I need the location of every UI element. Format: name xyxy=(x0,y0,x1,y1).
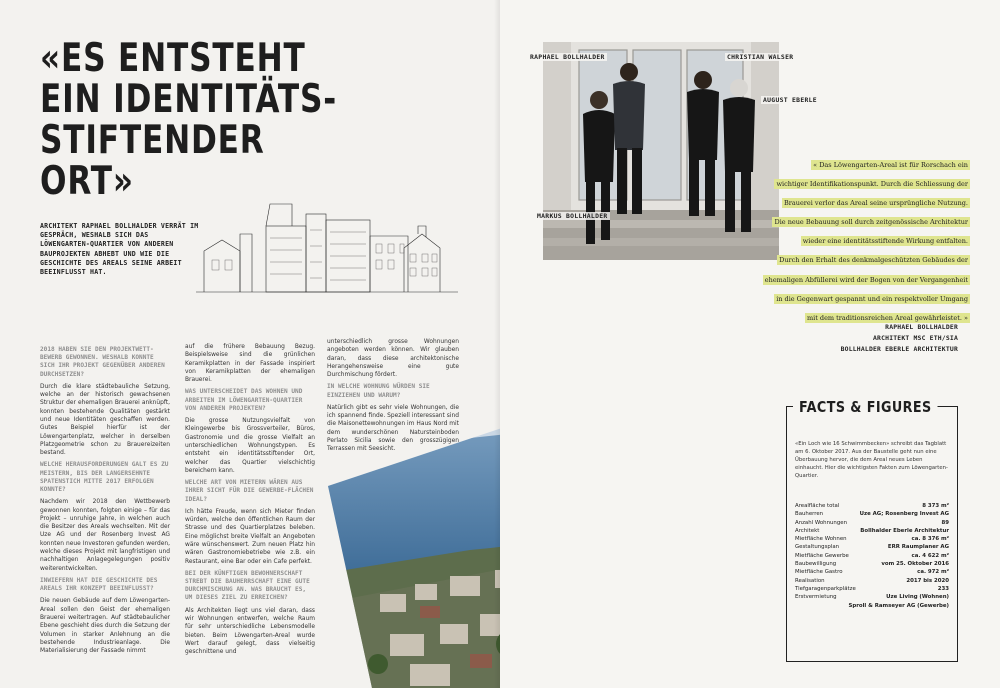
quote-line: mit dem traditionsreichen Areal gewährleistet. » xyxy=(806,313,968,322)
fact-key: Baubewilligung xyxy=(795,561,837,568)
interview-answer: unterschiedlich grosse Wohnungen angeboten werden können. Wir glauben daran, dass diese architektonische Herangehensweise eine gute Durchmischung fördert. xyxy=(327,339,459,379)
fact-key: Realisation xyxy=(795,577,825,584)
headline-line: «ES ENTSTEHT xyxy=(40,36,306,81)
interview-question: WAS UNTERSCHEIDET DAS WOHNEN UND ARBEITEN IM LÖWENGARTEN-QUARTIER VON ANDEREN PROJEKTEN? xyxy=(185,388,303,412)
interview-answer: Ich hätte Freude, wenn sich Mieter finden würden, welche den öffentlichen Raum der Strasse und des Quartierplatzes beleben. Eine möglichst breite Vielfalt an Angeboten wäre wünschenswert. Zum neuen Platz hin wären Gastronomiebetriebe wie z.B. ein Restaurant, eine Bar oder ein Cafe perfekt. xyxy=(185,508,315,565)
photo-name-tag: AUGUST EBERLE xyxy=(763,96,817,104)
fact-value: ERR Raumplaner AG xyxy=(887,544,949,551)
quote-line: in die Gegenwart gespannt und ein respektvoller Umgang xyxy=(776,294,968,303)
fact-row xyxy=(795,519,949,527)
author-title: ARCHITEKT MSC ETH/SIA xyxy=(873,334,958,342)
fact-value: 2017 bis 2020 xyxy=(906,577,949,584)
fact-value: ca. 8 376 m² xyxy=(911,536,949,543)
interview-question: BEI DER KÜNFTIGEN BEWOHNERSCHAFT STREBT DIE BAUHERRSCHAFT EINE GUTE DURCHMISCHUNG AN. WAS BRAUCHT ES, UM DIESES ZIEL ZU ERREICHEN? xyxy=(185,569,310,602)
fact-key: Erstvermietung xyxy=(795,594,837,601)
facts-intro: «Ein Loch wie 16 Schwimmbecken» schreibt das Tagblatt am 6. Oktober 2017. Aus der Baustelle geht nun eine Überbauung hervor, die dem Areal neues Leben einhaucht. Hier die wichtigsten Fakten zum Löwengarten-Quartier. xyxy=(795,441,948,480)
fact-key: Mietfläche Wohnen xyxy=(795,536,847,543)
interview-question: IN WELCHE WOHNUNG WÜRDEN SIE EINZIEHEN UND WARUM? xyxy=(327,383,430,399)
fact-row xyxy=(795,585,949,593)
fact-value: 8 373 m² xyxy=(922,503,949,509)
headline xyxy=(40,36,338,204)
fact-value: vom 25. Oktober 2016 xyxy=(881,561,949,568)
architects-team-photo xyxy=(543,42,779,260)
facts-table xyxy=(795,502,949,610)
pull-quote xyxy=(762,156,970,328)
interview-answer: Die neuen Gebäude auf dem Löwengarten-Areal sollen den Geist der ehemaligen Brauerei weitertragen. Auf städtebaulicher Ebene geschieht dies durch die Setzung der Volumen in starker Anlehnung an die bestehende Industrieanlage. Die Materialisierung der Fassade nimmt xyxy=(40,598,170,655)
facts-title: FACTS & FIGURES xyxy=(793,398,938,416)
fact-key: Bauherren xyxy=(795,511,824,518)
fact-row xyxy=(795,560,949,568)
interview-answer: Nachdem wir 2018 den Wettbewerb gewonnen konnten, folgten einige – für das Projekt – unruhige Jahre, in welchen auch die Besitzer des Areals wechselten. Mit der Uze AG und der Rosenberg Invest AG konnten neue Investoren gefunden werden, welche dieses Projekt mit langfristigen und nachhaltigen Anlagegelegungen positiv weiterentwickelten. xyxy=(40,499,170,572)
quote-line: Die neue Bebauung soll durch zeitgenössische Architektur xyxy=(774,218,968,227)
fact-key: Mietfläche Gewerbe xyxy=(795,552,849,559)
quote-line: Brauerei verlor das Areal seine ursprüngliche Nutzung. xyxy=(784,199,968,208)
photo-name-tag: RAPHAEL BOLLHALDER xyxy=(530,53,605,61)
quote-line: wichtiger Identifikationspunkt. Durch die Schliessung der xyxy=(776,180,968,189)
fact-key: Architekt xyxy=(795,527,820,534)
quote-line: wieder eine identitätsstiftende Wirkung entfalten. xyxy=(802,237,968,246)
headline-line: ORT» xyxy=(40,159,134,204)
interview-question: WELCHE HERAUSFORDERUNGEN GALT ES ZU MEISTERN, BIS DER LANGERSEHNTE SPATENSTICH MITTE 2017 ERFOLGEN KONNTE? xyxy=(40,461,169,494)
fact-key: Gestaltungsplan xyxy=(795,544,840,551)
fact-value: 89 xyxy=(941,519,949,526)
building-sketch-illustration xyxy=(196,196,458,296)
fact-value: Uze AG; Rosenberg Invest AG xyxy=(859,511,949,518)
interview-answer: auf die frühere Bebauung Bezug. Beispielsweise sind die grünlichen Keramikplatten in der Fassade inspiriert von Keramikplatten der ehemaligen Brauerei. xyxy=(185,344,315,384)
fact-row xyxy=(795,535,949,543)
quote-line: Durch den Erhalt des denkmalgeschützten Gebäudes der xyxy=(779,256,968,265)
fact-value: ca. 972 m² xyxy=(917,569,949,576)
interview-question: INWIEFERN HAT DIE GESCHICHTE DES AREALS IHR KONZEPT BEEINFLUSST? xyxy=(40,576,158,593)
fact-row xyxy=(795,510,949,518)
quote-line: ehemaligen Abfüllerei wird der Bogen von der Vergangenheit xyxy=(764,275,968,284)
quote-line: « Das Löwengarten-Areal ist für Rorschach ein xyxy=(813,161,968,169)
photo-name-tag: CHRISTIAN WALSER xyxy=(727,53,794,61)
fact-row xyxy=(795,552,949,560)
headline-line: EIN IDENTITÄTS- xyxy=(40,77,338,122)
author-firm: BOLLHALDER EBERLE ARCHITEKTUR xyxy=(840,345,958,353)
fact-row xyxy=(795,593,949,601)
interview-question: WELCHE ART VON MIETERN WÄREN AUS IHRER SICHT FÜR DIE GEWERBE-FLÄCHEN IDEAL? xyxy=(185,479,314,503)
fact-value: ca. 4 622 m² xyxy=(911,552,949,559)
interview-answer: Natürlich gibt es sehr viele Wohnungen, die ich spannend finde. Speziell interessant sind die Maisonettewohnungen im Haus Nord mit dem wunderschönen Natursteinboden Perlato Sicilia sowie den grosszügigen Terrassen mit Seesicht. xyxy=(327,404,459,453)
fact-key: Tiefgaragenparkplätze xyxy=(795,585,856,592)
quote-author xyxy=(820,322,958,355)
photo-name-tag: MARKUS BOLLHALDER xyxy=(537,212,608,220)
fact-row xyxy=(795,527,949,535)
right-page xyxy=(500,0,1000,688)
fact-row xyxy=(795,577,949,585)
fact-value: Bollhalder Eberle Architektur xyxy=(860,527,949,534)
fact-value: 233 xyxy=(937,585,949,592)
interview-question: 2018 HABEN SIE DEN PROJEKTWETT-BEWERB GEWONNEN. WESHALB KONNTE SICH IHR PROJEKT GEGENÜBER ANDEREN DURCHSETZEN? xyxy=(40,346,165,378)
fact-row xyxy=(795,502,949,510)
fact-key: Anzahl Wohnungen xyxy=(795,519,847,526)
interview-answer: Durch die klare städtebauliche Setzung, welche an der historisch gewachsenen Struktur der ehemaligen Brauerei anknüpft, konnten bestehende Qualitäten gestärkt und neue Identitäten geschaffen werden. Gutes Beispiel hierfür ist der Löwengartenplatz, welcher in derselben Platzgeometrie schon zu Brauereizeiten bestand. xyxy=(40,383,170,457)
fact-value: Uze Living (Wohnen) xyxy=(886,594,949,601)
fact-key: Arealfläche total xyxy=(795,503,840,509)
author-name: RAPHAEL BOLLHALDER xyxy=(885,323,958,331)
text-column-1 xyxy=(40,343,170,659)
fact-row xyxy=(795,568,949,576)
fact-row xyxy=(795,543,949,551)
facts-box xyxy=(786,398,958,662)
fact-key: Mietfläche Gastro xyxy=(795,569,843,576)
intro-text: ARCHITEKT RAPHAEL BOLLHALDER VERRÄT IM GESPRÄCH, WESHALB SICH DAS LÖWENGARTEN-QUARTIER VON ANDEREN BAUPROJEKTEN ABHEBT UND WIE DIE GESCHICHTE DES AREALS SEINE ARBEIT BEEINFLUSST HAT. xyxy=(40,222,199,277)
fact-value-extra: Sproll & Ramseyer AG (Gewerbe) xyxy=(848,602,949,609)
headline-line: STIFTENDER xyxy=(40,118,265,163)
text-column-2 xyxy=(185,343,315,660)
interview-answer: Die grosse Nutzungsvielfalt von Kleingewerbe bis Grossverteiler, Büros, Gastronomie und die grosse Vielfalt an unterschiedlichen Wohnungstypen. Es entsteht ein identitätsstiftender Ort, welcher das Quartier vielschichtig bereichern kann. xyxy=(185,418,315,474)
interview-answer: Als Architekten liegt uns viel daran, dass wir Wohnungen entwerfen, welche Raum für sehr unterschiedliche Lebensmodelle bieten. Beim Löwengarten-Areal wurde Wert darauf gelegt, dass vielseitig geschnittene und xyxy=(185,607,315,656)
